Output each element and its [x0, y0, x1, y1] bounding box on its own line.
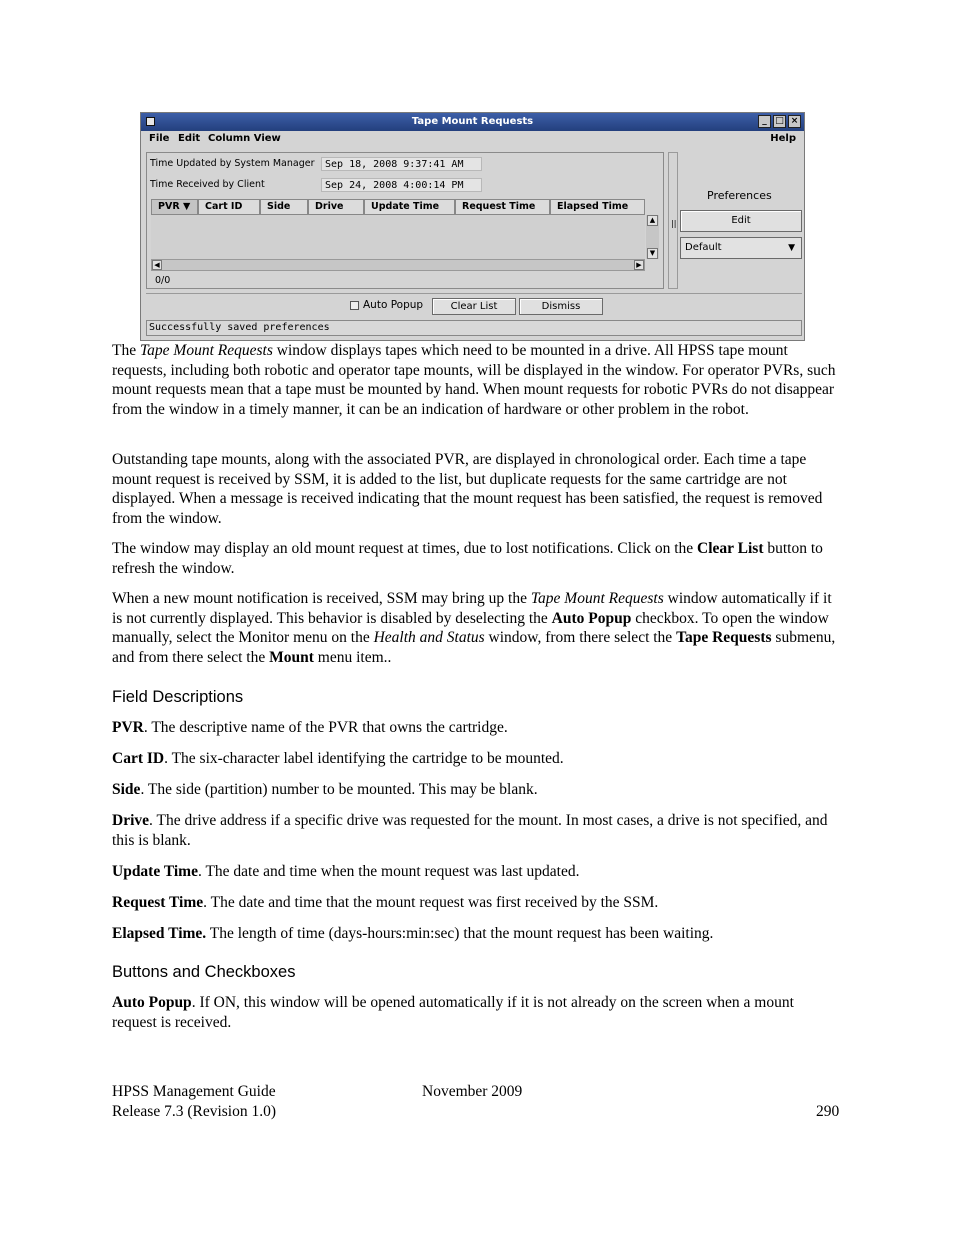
menubar: [141, 131, 804, 147]
window-menu-icon[interactable]: [146, 117, 155, 126]
panel-splitter[interactable]: [668, 152, 678, 289]
row-count: 0/0: [155, 275, 171, 286]
auto-popup-checkbox[interactable]: [350, 301, 359, 310]
horizontal-scrollbar[interactable]: [151, 259, 645, 271]
scroll-right-icon[interactable]: ▶: [634, 260, 644, 270]
column-header-pvr[interactable]: PVR ▼: [151, 199, 198, 215]
window-titlebar: [141, 113, 804, 131]
menu-help[interactable]: Help: [770, 133, 796, 144]
paragraph-intro: The Tape Mount Requests window displays tapes which need to be mounted in a drive. All HPSS tape mount requests, including both robotic and operator tape mounts, will be displayed in the window. For operator PVRs, such mount requests mean that a tape must be mounted by hand. When mount requests for robotic PVRs do not disappear from the window in a timely manner, it can be an indication of hardware or other problem in the robot.: [112, 342, 836, 418]
column-header-drive[interactable]: Drive: [308, 199, 364, 215]
preferences-select[interactable]: [680, 237, 802, 259]
minimize-icon[interactable]: _: [758, 115, 771, 128]
menu-file[interactable]: File: [149, 133, 170, 144]
clear-list-button[interactable]: Clear List: [432, 298, 516, 315]
heading-buttons-checkboxes: Buttons and Checkboxes: [112, 963, 296, 981]
scroll-left-icon[interactable]: ◀: [152, 260, 162, 270]
tape-mount-requests-window: [140, 112, 805, 341]
time-received-label: Time Received by Client: [150, 179, 265, 190]
requests-panel: [146, 152, 664, 289]
paragraph-auto-popup: When a new mount notification is received, SSM may bring up the Tape Mount Requests window automatically if it is not currently displayed. This behavior is disabled by deselecting the Auto Popup checkbox. To open the window manually, select the Monitor menu on the Health and Status window, from there select the Tape Requests submenu, and from there select the Mount menu item..: [112, 590, 836, 666]
window-title: Tape Mount Requests: [411, 116, 534, 127]
menu-column-view[interactable]: Column View: [208, 133, 281, 144]
time-received-value: Sep 24, 2008 4:00:14 PM: [321, 178, 482, 192]
auto-popup-label: Auto Popup: [363, 299, 424, 311]
heading-field-descriptions: Field Descriptions: [112, 688, 244, 706]
column-header-side[interactable]: Side: [260, 199, 308, 215]
status-bar: Successfully saved preferences: [146, 320, 802, 336]
column-header-update-time[interactable]: Update Time: [364, 199, 455, 215]
button-auto-popup-desc: Auto Popup. If ON, this window will be opened automatically if it is not already on the screen when a mount request is received.: [112, 994, 794, 1031]
scroll-down-icon[interactable]: ▼: [647, 248, 658, 259]
column-header-request-time[interactable]: Request Time: [455, 199, 550, 215]
field-pvr: PVR. The descriptive name of the PVR that owns the cartridge.: [112, 719, 508, 736]
footer-guide: HPSS Management Guide: [112, 1083, 276, 1100]
footer-page-number: 290: [816, 1103, 840, 1120]
preferences-select-value: Default: [685, 242, 722, 253]
edit-preferences-button[interactable]: Edit: [680, 210, 802, 232]
chevron-down-icon: ▼: [788, 243, 795, 253]
time-updated-label: Time Updated by System Manager: [150, 158, 315, 169]
close-icon[interactable]: ×: [788, 115, 801, 128]
bottom-controls: [146, 293, 802, 317]
requests-table-body[interactable]: [151, 215, 645, 259]
preferences-label: Preferences: [707, 189, 772, 202]
column-header-cart-id[interactable]: Cart ID: [198, 199, 260, 215]
field-request-time: Request Time. The date and time that the mount request was first received by the SSM.: [112, 894, 659, 911]
menu-edit[interactable]: Edit: [178, 133, 201, 144]
splitter-grip-icon[interactable]: ||: [671, 219, 677, 228]
maximize-icon[interactable]: □: [773, 115, 786, 128]
field-cart-id: Cart ID. The six-character label identifying the cartridge to be mounted.: [112, 750, 564, 767]
field-elapsed-time: Elapsed Time. The length of time (days-hours:min:sec) that the mount request has been waiting.: [112, 925, 714, 942]
dismiss-button[interactable]: Dismiss: [519, 298, 603, 315]
scroll-up-icon[interactable]: ▲: [647, 215, 658, 226]
field-update-time: Update Time. The date and time when the mount request was last updated.: [112, 863, 580, 880]
field-side: Side. The side (partition) number to be mounted. This may be blank.: [112, 781, 538, 798]
paragraph-outstanding: Outstanding tape mounts, along with the associated PVR, are displayed in chronological order. Each time a tape mount request is received by SSM, it is added to the list, but duplicate requests for the same cartridge are not displayed. When a message is received indicating that the mount request has been satisfied, the request is removed from the window.: [112, 451, 823, 527]
time-updated-value: Sep 18, 2008 9:37:41 AM: [321, 157, 482, 171]
footer-date: November 2009: [422, 1083, 523, 1100]
footer-release: Release 7.3 (Revision 1.0): [112, 1103, 277, 1120]
vertical-scrollbar[interactable]: [646, 215, 659, 259]
field-drive: Drive. The drive address if a specific drive was requested for the mount. In most cases, a drive is not specified, and this is blank.: [112, 812, 828, 849]
column-header-elapsed-time[interactable]: Elapsed Time: [550, 199, 645, 215]
paragraph-clear-list: The window may display an old mount request at times, due to lost notifications. Click on the Clear List button to refresh the window.: [112, 540, 823, 577]
